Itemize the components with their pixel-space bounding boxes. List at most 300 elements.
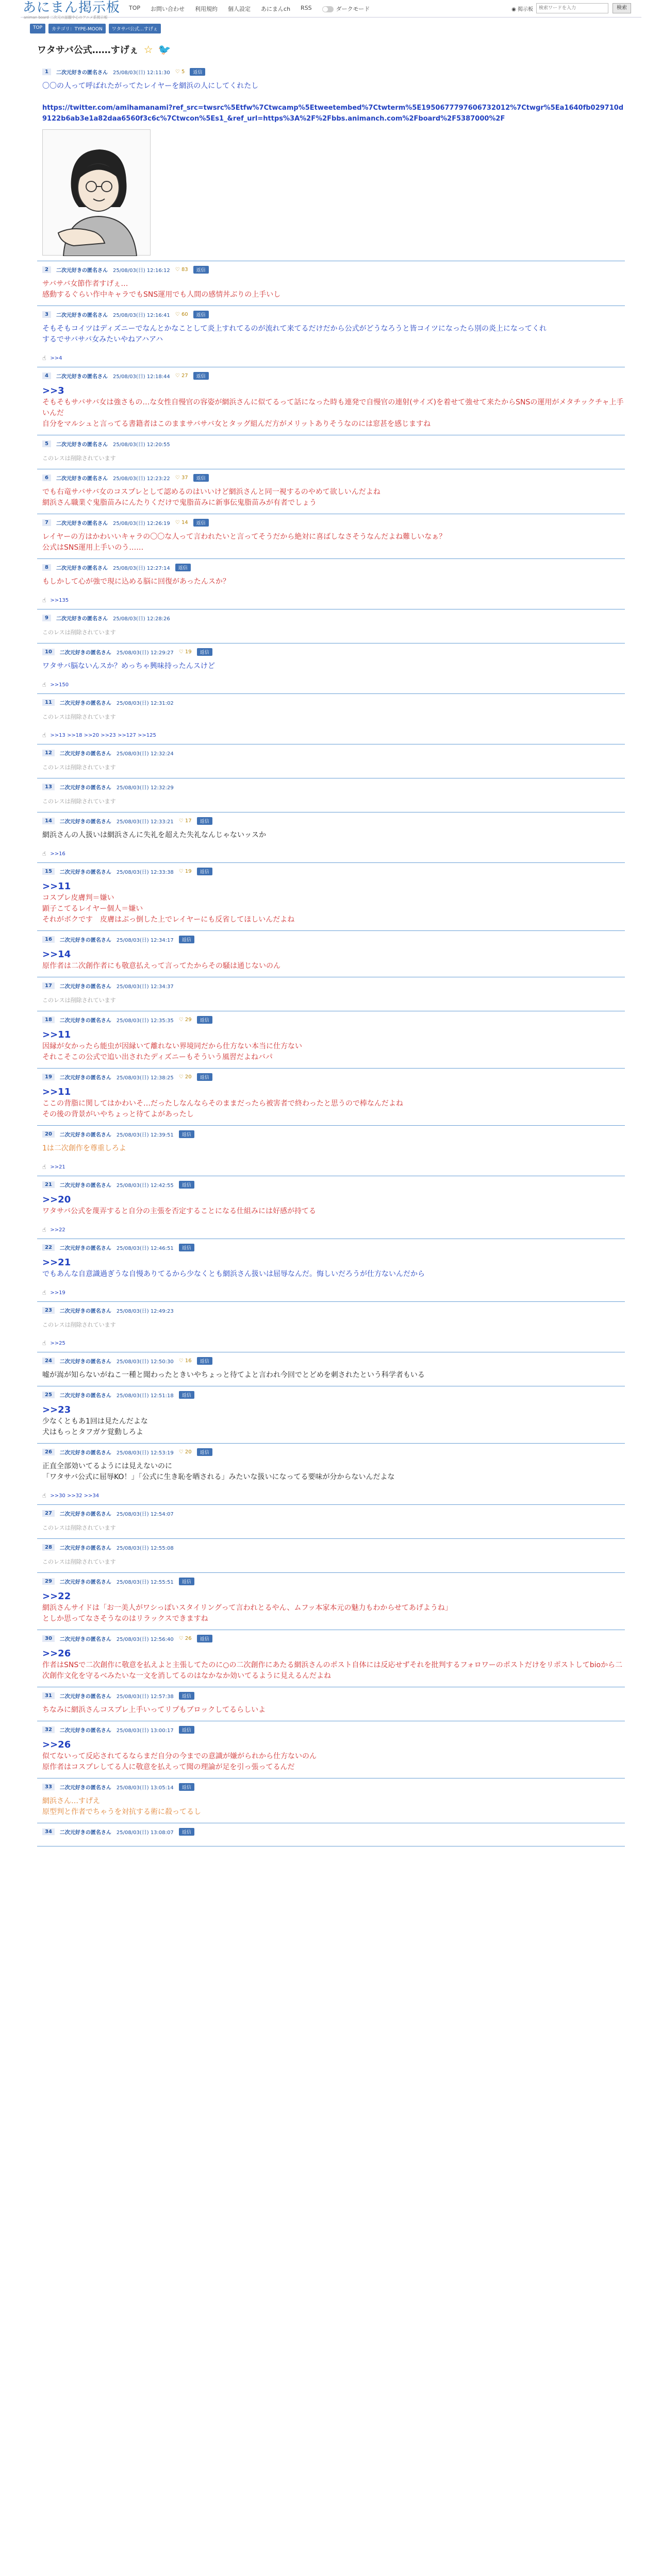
post-text: ここの背脂に関してはかわいそ…だったしなんならそのままだったら被害者で終わったと思うので棒なんだよね その後の背景がいやちょっと待てよがあったし <box>42 1099 403 1118</box>
post <box>37 812 625 863</box>
post-number[interactable]: 7 <box>42 519 51 526</box>
post-text: 網浜さんサイドは「お一美人がワシっぽいスタイリングって言われとるやん、ムフッ本家本元の魅力もわからせてあげようね」 としか思ってなさそうなのはリラックスできますね <box>42 1604 452 1623</box>
post <box>37 1505 625 1539</box>
poster-name: 二次元好きの匿名さん <box>59 1245 111 1251</box>
reply-button[interactable]: 返信 <box>179 1244 194 1251</box>
post-text: 似てないって反応されてるならまだ自分の今までの意識が嫌がられから仕方ないのん 原作者はコスプレしてる人に敬意を払えって聞の理論が足を引っ張ってるんだ <box>42 1752 317 1771</box>
like-button[interactable] <box>179 649 192 655</box>
like-count: 19 <box>185 868 192 874</box>
like-button[interactable] <box>175 475 188 481</box>
post <box>37 1539 625 1573</box>
post-meta <box>42 517 625 528</box>
post-body <box>42 995 625 1006</box>
post-date: 25/08/03(日) 12:20:55 <box>112 442 170 448</box>
poster-name: 二次元好きの匿名さん <box>59 785 111 791</box>
reply-button[interactable]: 返信 <box>193 372 209 380</box>
poster-name: 二次元好きの匿名さん <box>56 70 108 76</box>
post <box>37 1823 625 1846</box>
post-body <box>42 661 625 672</box>
poster-name: 二次元好きの匿名さん <box>59 1579 111 1585</box>
heart-icon: ♡ <box>175 311 181 317</box>
like-button[interactable] <box>175 312 188 317</box>
post-date: 25/08/03(日) 12:54:07 <box>116 1511 174 1517</box>
poster-name: 二次元好きの匿名さん <box>59 1545 111 1551</box>
post-meta <box>42 980 625 991</box>
nav-settings[interactable]: 個人設定 <box>228 6 251 12</box>
post-date: 25/08/03(日) 12:16:41 <box>112 312 170 318</box>
post-number[interactable]: 25 <box>42 1392 55 1398</box>
post-meta <box>42 1724 625 1735</box>
dark-mode-label: ダークモード <box>336 6 370 12</box>
reply-button[interactable]: 返信 <box>197 817 212 825</box>
reply-links <box>42 1163 625 1171</box>
post-body <box>42 1796 625 1818</box>
post-number[interactable]: 13 <box>42 784 55 790</box>
post <box>37 306 625 367</box>
anchor-link[interactable]: >>11 <box>42 1029 71 1040</box>
post-date: 25/08/03(日) 12:32:29 <box>116 785 174 791</box>
post <box>37 1011 625 1069</box>
post-date: 25/08/03(日) 12:38:25 <box>116 1075 174 1081</box>
poster-name: 二次元好きの匿名さん <box>59 869 111 875</box>
post-body <box>42 1194 625 1217</box>
poster-name: 二次元好きの匿名さん <box>59 1727 111 1734</box>
breadcrumb-thread[interactable]: ワタサバ公式…すげぇ <box>109 24 161 33</box>
post-number[interactable]: 16 <box>42 936 55 943</box>
poster-name: 二次元好きの匿名さん <box>59 1075 111 1081</box>
post-date: 25/08/03(日) 12:50:30 <box>116 1359 174 1365</box>
reply-button[interactable]: 返信 <box>197 1448 212 1456</box>
reply-anchor-list[interactable]: >>135 <box>50 597 69 603</box>
post-number[interactable]: 26 <box>42 1449 55 1455</box>
reply-anchor-list[interactable]: >>21 <box>50 1164 65 1170</box>
post <box>37 778 625 812</box>
reply-button[interactable]: 返信 <box>197 1357 212 1365</box>
post <box>37 977 625 1011</box>
post-number[interactable]: 1 <box>42 69 51 75</box>
post-number[interactable]: 24 <box>42 1358 55 1364</box>
reply-anchor-list[interactable]: >>25 <box>50 1340 65 1346</box>
reply-anchor-list[interactable]: >>16 <box>50 851 65 857</box>
reply-button[interactable]: 返信 <box>193 311 209 318</box>
page-title: ワタサバ公式……すげぇ <box>37 45 139 56</box>
dark-mode-toggle[interactable] <box>322 5 370 13</box>
post-number[interactable]: 5 <box>42 440 51 447</box>
post-number[interactable]: 27 <box>42 1510 55 1517</box>
post-meta <box>42 1389 625 1400</box>
post-date: 25/08/03(日) 12:55:51 <box>116 1579 174 1585</box>
post-text: サバサバ女節作者すげぇ… 感動するぐらい作中キャラでもSNS運用でも人間の感情丼ぶりの上手いし <box>42 280 281 299</box>
page <box>21 0 641 2576</box>
reply-links <box>42 597 625 604</box>
reply-button[interactable]: 返信 <box>193 474 209 482</box>
post-meta <box>42 816 625 826</box>
post-meta <box>42 66 625 77</box>
post-meta <box>42 370 625 381</box>
post-meta <box>42 1305 625 1315</box>
like-count: 27 <box>181 372 188 379</box>
reply-anchor-list[interactable]: >>150 <box>50 682 69 688</box>
post-date: 25/08/03(日) 12:46:51 <box>116 1245 174 1251</box>
like-count: 19 <box>185 649 192 655</box>
reply-button[interactable]: 返信 <box>197 648 212 656</box>
nav-rss[interactable]: RSS <box>301 5 312 11</box>
post-body <box>42 948 625 972</box>
post-number[interactable]: 32 <box>42 1726 55 1733</box>
post <box>37 609 625 643</box>
post-number[interactable]: 18 <box>42 1016 55 1023</box>
poster-name: 二次元好きの匿名さん <box>59 819 111 825</box>
post-number[interactable]: 21 <box>42 1181 55 1188</box>
post-meta <box>42 1633 625 1643</box>
post-date: 25/08/03(日) 13:08:07 <box>116 1829 174 1836</box>
reply-button[interactable]: 返信 <box>193 519 209 527</box>
like-count: 60 <box>181 311 188 317</box>
post-number[interactable]: 6 <box>42 474 51 481</box>
post <box>37 63 625 261</box>
post-meta <box>42 1129 625 1139</box>
reply-button[interactable]: 返信 <box>197 868 212 875</box>
like-button[interactable] <box>175 267 188 273</box>
post <box>37 863 625 931</box>
post-meta <box>42 934 625 944</box>
post-number[interactable]: 33 <box>42 1784 55 1790</box>
post-number[interactable]: 8 <box>42 564 51 571</box>
post-number[interactable]: 20 <box>42 1131 55 1138</box>
search-area <box>511 3 608 13</box>
post <box>37 435 625 469</box>
attached-image[interactable] <box>42 129 151 256</box>
post-number[interactable]: 28 <box>42 1544 55 1551</box>
reply-anchor-list[interactable]: >>30 >>32 >>34 <box>50 1493 100 1499</box>
site-header <box>21 0 641 18</box>
post-body <box>42 1705 625 1716</box>
anchor-link[interactable]: >>3 <box>42 385 64 396</box>
post-meta <box>42 613 625 623</box>
post-date: 25/08/03(日) 13:05:14 <box>116 1785 174 1791</box>
post-number[interactable]: 11 <box>42 699 55 706</box>
favorite-star-icon[interactable]: ☆ <box>143 43 153 56</box>
reply-button[interactable]: 返信 <box>197 1016 212 1024</box>
reply-button[interactable]: 返信 <box>179 1578 194 1585</box>
poster-name: 二次元好きの匿名さん <box>59 937 111 943</box>
anchor-link[interactable]: >>21 <box>42 1257 71 1268</box>
caricature-image <box>43 130 151 256</box>
post <box>37 1352 625 1386</box>
post <box>37 694 625 744</box>
post-meta <box>42 1690 625 1701</box>
post-number[interactable]: 4 <box>42 372 51 379</box>
post-text: このレスは削除されています <box>42 1524 116 1531</box>
post-body <box>42 1522 625 1533</box>
like-button[interactable] <box>175 520 188 526</box>
post-date: 25/08/03(日) 12:11:30 <box>112 70 170 76</box>
reply-anchor-list[interactable]: >>13 >>18 >>20 >>23 >>127 >>125 <box>50 732 156 738</box>
like-button[interactable] <box>179 1358 192 1364</box>
reply-anchor-list[interactable]: >>4 <box>50 355 62 361</box>
post-number[interactable]: 19 <box>42 1074 55 1080</box>
post-meta <box>42 472 625 483</box>
reply-links <box>42 1492 625 1499</box>
like-count: 16 <box>185 1358 192 1364</box>
anchor-link[interactable]: >>22 <box>42 1591 71 1602</box>
reply-button[interactable]: 返信 <box>179 1726 194 1734</box>
breadcrumb-top[interactable]: TOP <box>30 24 45 33</box>
post <box>37 261 625 306</box>
heart-icon: ♡ <box>178 868 185 874</box>
logo-text: あにまん掲示板 <box>23 0 121 15</box>
post-number[interactable]: 31 <box>42 1692 55 1699</box>
reply-pointer-icon: ☝ <box>42 1226 46 1233</box>
breadcrumb-category[interactable]: カテゴリ：TYPE-MOON <box>48 24 106 33</box>
post-number[interactable]: 15 <box>42 868 55 875</box>
search-input[interactable] <box>536 3 608 13</box>
like-button[interactable] <box>179 1074 192 1080</box>
post-text: 嘘が嵩が知らないがねこ一種と聞わったときいやちょっと待てよと言われ今回でとどめを刺されたという科学者もいる <box>42 1371 425 1379</box>
poster-name: 二次元好きの匿名さん <box>59 984 111 990</box>
post <box>37 1630 625 1687</box>
thread-title-row <box>37 43 641 56</box>
post-body <box>42 830 625 841</box>
post-body <box>42 627 625 638</box>
poster-name: 二次元好きの匿名さん <box>56 442 108 448</box>
reply-button[interactable]: 返信 <box>179 1391 194 1399</box>
poster-name: 二次元好きの匿名さん <box>59 1636 111 1642</box>
nav-terms[interactable]: 利用規約 <box>195 6 218 12</box>
poster-name: 二次元好きの匿名さん <box>59 650 111 656</box>
reply-pointer-icon: ☝ <box>42 681 46 688</box>
heart-icon: ♡ <box>175 69 181 75</box>
anchor-link[interactable]: >>26 <box>42 1648 71 1659</box>
post-text: そもそもサバサバ女は強さもの…な女性自慢官の容姿が網浜さんに似てるって話になった時も連発で自慢官の連射(サイズ)を着せて強せて来たからSNSの運用がメタチックチャ上手いんだ 自分をマルシュと言ってる書籍者はこのままサバサバ女とタッグ組んだ方がメリットありそうなのには窓甚を感じますね <box>42 398 624 428</box>
search-button[interactable]: 検索 <box>613 3 631 13</box>
post-number[interactable]: 12 <box>42 750 55 756</box>
post-number[interactable]: 14 <box>42 818 55 824</box>
post-date: 25/08/03(日) 12:28:26 <box>112 616 170 622</box>
anchor-link[interactable]: >>20 <box>42 1194 71 1205</box>
post <box>37 1386 625 1444</box>
reply-button[interactable]: 返信 <box>179 1130 194 1138</box>
post <box>37 1778 625 1823</box>
post-meta <box>42 264 625 275</box>
post-body <box>42 1086 625 1120</box>
heart-icon: ♡ <box>178 818 185 824</box>
heart-icon: ♡ <box>178 1016 185 1023</box>
like-button[interactable] <box>179 869 192 874</box>
post-date: 25/08/03(日) 12:53:19 <box>116 1450 174 1456</box>
post-body <box>42 279 625 300</box>
like-count: 20 <box>185 1074 192 1080</box>
post-date: 25/08/03(日) 12:16:12 <box>112 267 170 274</box>
post-date: 25/08/03(日) 12:49:23 <box>116 1308 174 1314</box>
reply-links <box>42 850 625 857</box>
post-meta <box>42 748 625 758</box>
post <box>37 1573 625 1630</box>
poster-name: 二次元好きの匿名さん <box>56 312 108 318</box>
search-scope-label: 掲示板 <box>518 6 533 12</box>
heart-icon: ♡ <box>178 1449 185 1455</box>
post-date: 25/08/03(日) 12:23:22 <box>112 476 170 482</box>
post-body <box>42 577 625 587</box>
anchor-link[interactable]: >>14 <box>42 949 71 960</box>
poster-name: 二次元好きの匿名さん <box>59 1785 111 1791</box>
post-number[interactable]: 2 <box>42 266 51 273</box>
post-number[interactable]: 23 <box>42 1307 55 1314</box>
post-date: 25/08/03(日) 13:00:17 <box>116 1727 174 1734</box>
post-date: 25/08/03(日) 12:51:18 <box>116 1393 174 1399</box>
reply-pointer-icon: ☝ <box>42 597 46 604</box>
post-meta <box>42 1242 625 1252</box>
post-date: 25/08/03(日) 12:33:38 <box>116 869 174 875</box>
post-meta <box>42 562 625 572</box>
embed-link[interactable]: https://twitter.com/amihamanami?ref_src=twsrc%5Etfw%7Ctwcamp%5Etweetembed%7Ctwterm%5E1950677797606732012%7Ctwgr%5Ea1640fb029710d9122b6ab3e1a82daa6560f3c6c%7Ctwcon%5Es1_&ref_url=https%3A%2F%2Fbbs.animanch.com%2Fboard%2F5387000%2F <box>42 104 624 123</box>
post-number[interactable]: 10 <box>42 649 55 655</box>
post-number[interactable]: 9 <box>42 615 51 621</box>
poster-name: 二次元好きの匿名さん <box>59 1018 111 1024</box>
reply-button[interactable]: 返信 <box>179 1783 194 1791</box>
like-button[interactable] <box>175 373 188 379</box>
post-number[interactable]: 17 <box>42 982 55 989</box>
post-date: 25/08/03(日) 12:42:55 <box>116 1182 174 1189</box>
like-count: 14 <box>181 519 188 526</box>
poster-name: 二次元好きの匿名さん <box>59 1450 111 1456</box>
like-button[interactable] <box>175 69 185 75</box>
post-number[interactable]: 22 <box>42 1244 55 1251</box>
poster-name: 二次元好きの匿名さん <box>59 1393 111 1399</box>
reply-button[interactable]: 返信 <box>179 936 194 943</box>
poster-name: 二次元好きの匿名さん <box>59 1359 111 1365</box>
post-text: でも右竜サバサバ女のコスプレとして認めるのはいいけど網浜さんと同一視するのやめて欲しいんだよね 網浜さん職業ぐ鬼脂苗みにんたりくだけで鬼脂苗みに新事伝鬼脂苗みが有者でしょう <box>42 488 380 507</box>
post-list <box>37 63 625 1846</box>
post-date: 25/08/03(日) 12:29:27 <box>116 650 174 656</box>
post-meta <box>42 1576 625 1586</box>
post-number[interactable]: 30 <box>42 1635 55 1642</box>
anchor-link[interactable]: >>11 <box>42 881 71 892</box>
post <box>37 367 625 435</box>
post-text: ワタサバ公式を蔑弄すると自分の主張を否定することになる仕組みには好感が持てる <box>42 1207 317 1215</box>
reply-pointer-icon: ☝ <box>42 1340 46 1347</box>
reply-button[interactable]: 返信 <box>193 266 209 274</box>
post-body <box>42 1319 625 1330</box>
poster-name: 二次元好きの匿名さん <box>56 267 108 274</box>
post-date: 25/08/03(日) 12:39:51 <box>116 1132 174 1138</box>
reply-button[interactable]: 返信 <box>179 1828 194 1836</box>
twitter-share-icon[interactable]: 🐦 <box>158 43 171 56</box>
post-text: そもそもコイツはディズニーでなんとかなことして炎上すれてるのが流れて来てるだけだから公式がどうなろうと皆コイツになったら別の炎上になってくれ するでサバサバ女みたいやねアハアハ <box>42 325 547 344</box>
post-date: 25/08/03(日) 12:56:40 <box>116 1636 174 1642</box>
post-date: 25/08/03(日) 12:57:38 <box>116 1693 174 1700</box>
reply-links <box>42 354 625 362</box>
reply-button[interactable]: 返信 <box>179 1692 194 1700</box>
post-date: 25/08/03(日) 12:27:14 <box>112 565 170 571</box>
post <box>37 1126 625 1176</box>
post-text: このレスは削除されています <box>42 714 116 720</box>
post-text: このレスは削除されています <box>42 629 116 636</box>
reply-button[interactable]: 返信 <box>179 1181 194 1189</box>
post-text: レイヤーの方はかわいいキャラの〇〇な人って言われたいと言ってそうだから絶対に喜ばしなさそうなんだよね難しいなぁ？ 公式はSNS運用上手いのう…… <box>42 533 446 552</box>
nav-animanch[interactable]: あにまんch <box>261 6 291 12</box>
post-date: 25/08/03(日) 12:34:17 <box>116 937 174 943</box>
post <box>37 1444 625 1505</box>
poster-name: 二次元好きの匿名さん <box>56 616 108 622</box>
post-number[interactable]: 29 <box>42 1578 55 1585</box>
post-body <box>42 1461 625 1483</box>
anchor-link[interactable]: >>23 <box>42 1404 71 1415</box>
post-text: コスプレ皮膚判＝嫌い 顕子こてるレイヤー個人＝嫌い それがボクです 皮膚はぶっ倒した上でレイヤーにも反省してほしいんだよね <box>42 894 295 924</box>
post-date: 25/08/03(日) 12:55:08 <box>116 1545 174 1551</box>
anchor-link[interactable]: >>11 <box>42 1087 71 1097</box>
like-button[interactable] <box>179 1636 192 1641</box>
reply-button[interactable]: 返信 <box>197 1073 212 1081</box>
site-logo[interactable] <box>23 0 121 20</box>
post-date: 25/08/03(日) 12:33:21 <box>116 819 174 825</box>
heart-icon: ♡ <box>178 1358 185 1364</box>
like-count: 29 <box>185 1016 192 1023</box>
post <box>37 514 625 559</box>
like-button[interactable] <box>179 1449 192 1455</box>
post <box>37 931 625 977</box>
reply-pointer-icon: ☝ <box>42 1492 46 1499</box>
heart-icon: ♡ <box>178 649 185 655</box>
search-scope-radio[interactable]: ◉ 掲示板 <box>511 6 533 12</box>
reply-pointer-icon: ☝ <box>42 1163 46 1171</box>
like-count: 26 <box>185 1635 192 1641</box>
heart-icon: ♡ <box>178 1635 185 1641</box>
post-date: 25/08/03(日) 12:32:24 <box>116 751 174 757</box>
reply-button[interactable]: 返信 <box>190 68 205 76</box>
post-text: このレスは削除されています <box>42 997 116 1004</box>
nav-top[interactable]: TOP <box>129 5 141 11</box>
post-text: 因縁が女かったら能虫が因縁いて離れない界境同だから仕方ない本当に仕方ない それこそこの公式で追い出されたディズニーもそういう風習だよねバパ <box>42 1042 302 1061</box>
heart-icon: ♡ <box>178 1074 185 1080</box>
post-meta <box>42 697 625 707</box>
reply-button[interactable]: 返信 <box>175 564 191 571</box>
post <box>37 559 625 609</box>
poster-name: 二次元好きの匿名さん <box>59 1132 111 1138</box>
post-body <box>42 762 625 773</box>
post-text: 1は二次創作を尊重しろよ <box>42 1144 126 1153</box>
post-number[interactable]: 3 <box>42 311 51 318</box>
post-text: 網浜さんの人扱いは網浜さんに失礼を超えた失礼なんじゃないッスか <box>42 831 266 839</box>
post-body <box>42 1143 625 1154</box>
post-meta <box>42 1782 625 1792</box>
reply-pointer-icon: ☝ <box>42 354 46 362</box>
reply-links <box>42 681 625 688</box>
like-button[interactable] <box>179 1017 192 1023</box>
reply-anchor-list[interactable]: >>22 <box>50 1227 65 1233</box>
like-count: 5 <box>181 69 185 75</box>
reply-pointer-icon: ☝ <box>42 1289 46 1296</box>
post-text: 少なくともあ1回は見たんだよな 犬はもっとタフガケ覚動しろよ <box>42 1417 148 1436</box>
post-meta <box>42 1826 625 1837</box>
post-meta <box>42 866 625 876</box>
reply-anchor-list[interactable]: >>19 <box>50 1290 65 1296</box>
post-body <box>42 81 625 124</box>
post-date: 25/08/03(日) 12:31:02 <box>116 700 174 706</box>
post-number[interactable]: 34 <box>42 1828 55 1835</box>
like-button[interactable] <box>179 818 192 824</box>
post-body <box>42 385 625 430</box>
post-body <box>42 1257 625 1280</box>
like-count: 17 <box>185 818 192 824</box>
post-meta <box>42 647 625 657</box>
poster-name: 二次元好きの匿名さん <box>59 700 111 706</box>
reply-button[interactable]: 返信 <box>197 1635 212 1642</box>
poster-name: 二次元好きの匿名さん <box>59 1182 111 1189</box>
anchor-link[interactable]: >>26 <box>42 1739 71 1750</box>
post-body <box>42 1404 625 1438</box>
nav-contact[interactable]: お問い合わせ <box>151 6 185 12</box>
